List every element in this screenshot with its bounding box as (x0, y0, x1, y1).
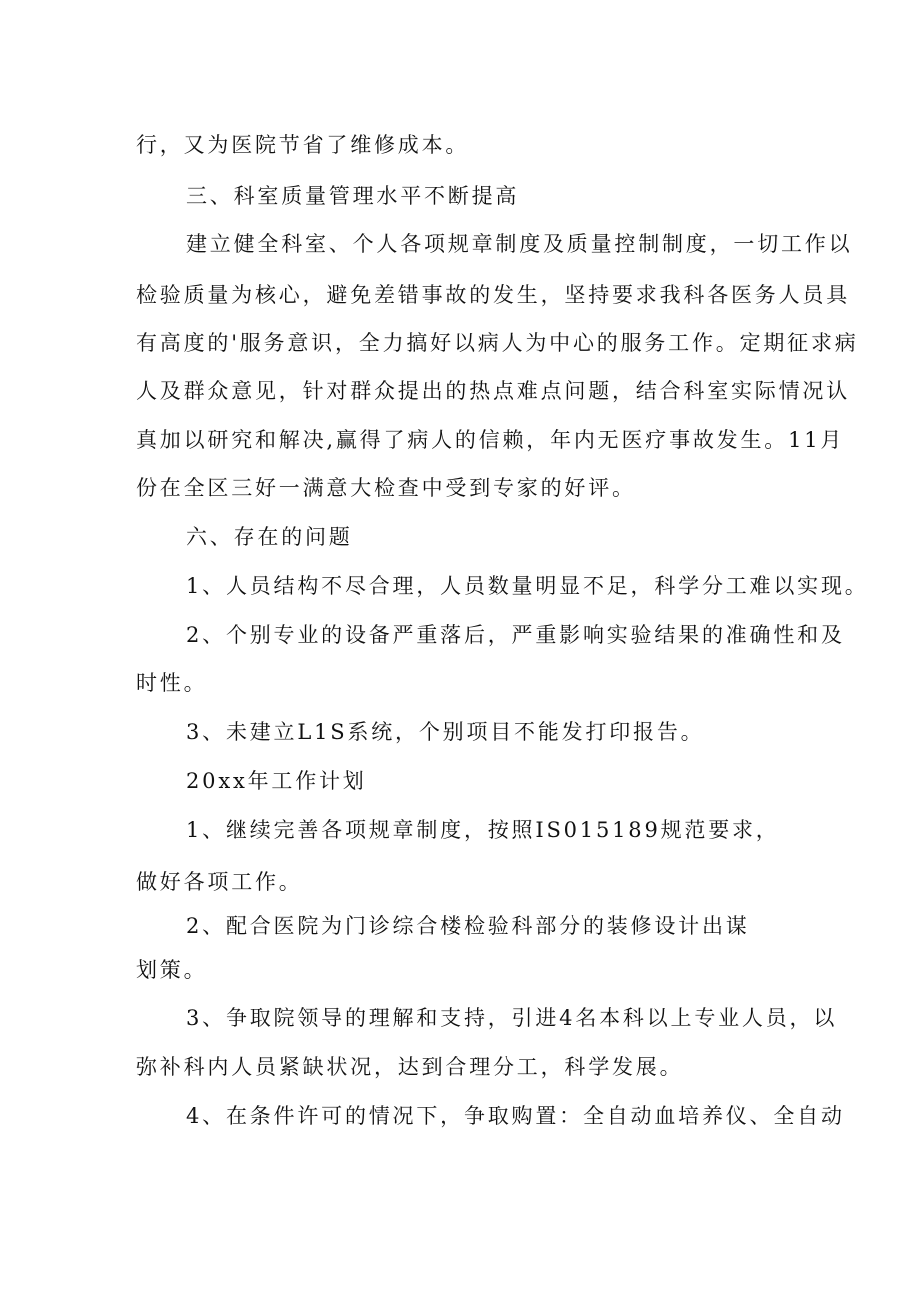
list-item: 2、个别专业的设备严重落后，严重影响实验结果的准确性和及 (186, 623, 845, 647)
list-item: 1、继续完善各项规章制度，按照IS015189规范要求， (186, 818, 780, 842)
list-item: 3、争取院领导的理解和支持，引进4名本科以上专业人员，以 (186, 1006, 838, 1030)
section-heading-plan: 20xx年工作计划 (186, 769, 367, 793)
body-text-line: 有高度的'服务意识，全力搞好以病人为中心的服务工作。定期征求病 (136, 331, 859, 355)
body-text-line: 份在全区三好一满意大检查中受到专家的好评。 (136, 476, 636, 500)
body-text-line: 真加以研究和解决,赢得了病人的信赖，年内无医疗事故发生。11月 (136, 428, 845, 452)
body-text-line: 弥补科内人员紧缺状况，达到合理分工，科学发展。 (136, 1055, 684, 1079)
body-text-line: 行，又为医院节省了维修成本。 (136, 133, 470, 157)
list-item: 1、人员结构不尽合理，人员数量明显不足，科学分工难以实现。 (186, 574, 869, 598)
body-text-line: 人及群众意见，针对群众提出的热点难点问题，结合科室实际情况认 (136, 379, 850, 403)
list-item: 2、配合医院为门诊综合楼检验科部分的装修设计出谋 (186, 914, 750, 938)
list-item: 3、未建立L1S系统，个别项目不能发打印报告。 (186, 720, 705, 744)
section-heading-problems: 六、存在的问题 (186, 525, 353, 549)
body-text-line: 做好各项工作。 (136, 870, 303, 894)
body-text-line: 划策。 (136, 958, 208, 982)
section-heading-quality: 三、科室质量管理水平不断提高 (186, 184, 520, 208)
body-text-line: 建立健全科室、个人各项规章制度及质量控制制度，一切工作以 (186, 232, 853, 256)
body-text-line: 检验质量为核心，避免差错事故的发生，坚持要求我科各医务人员具 (136, 283, 850, 307)
list-item: 4、在条件许可的情况下，争取购置：全自动血培养仪、全自动 (186, 1104, 845, 1128)
body-text-line: 时性。 (136, 671, 208, 695)
